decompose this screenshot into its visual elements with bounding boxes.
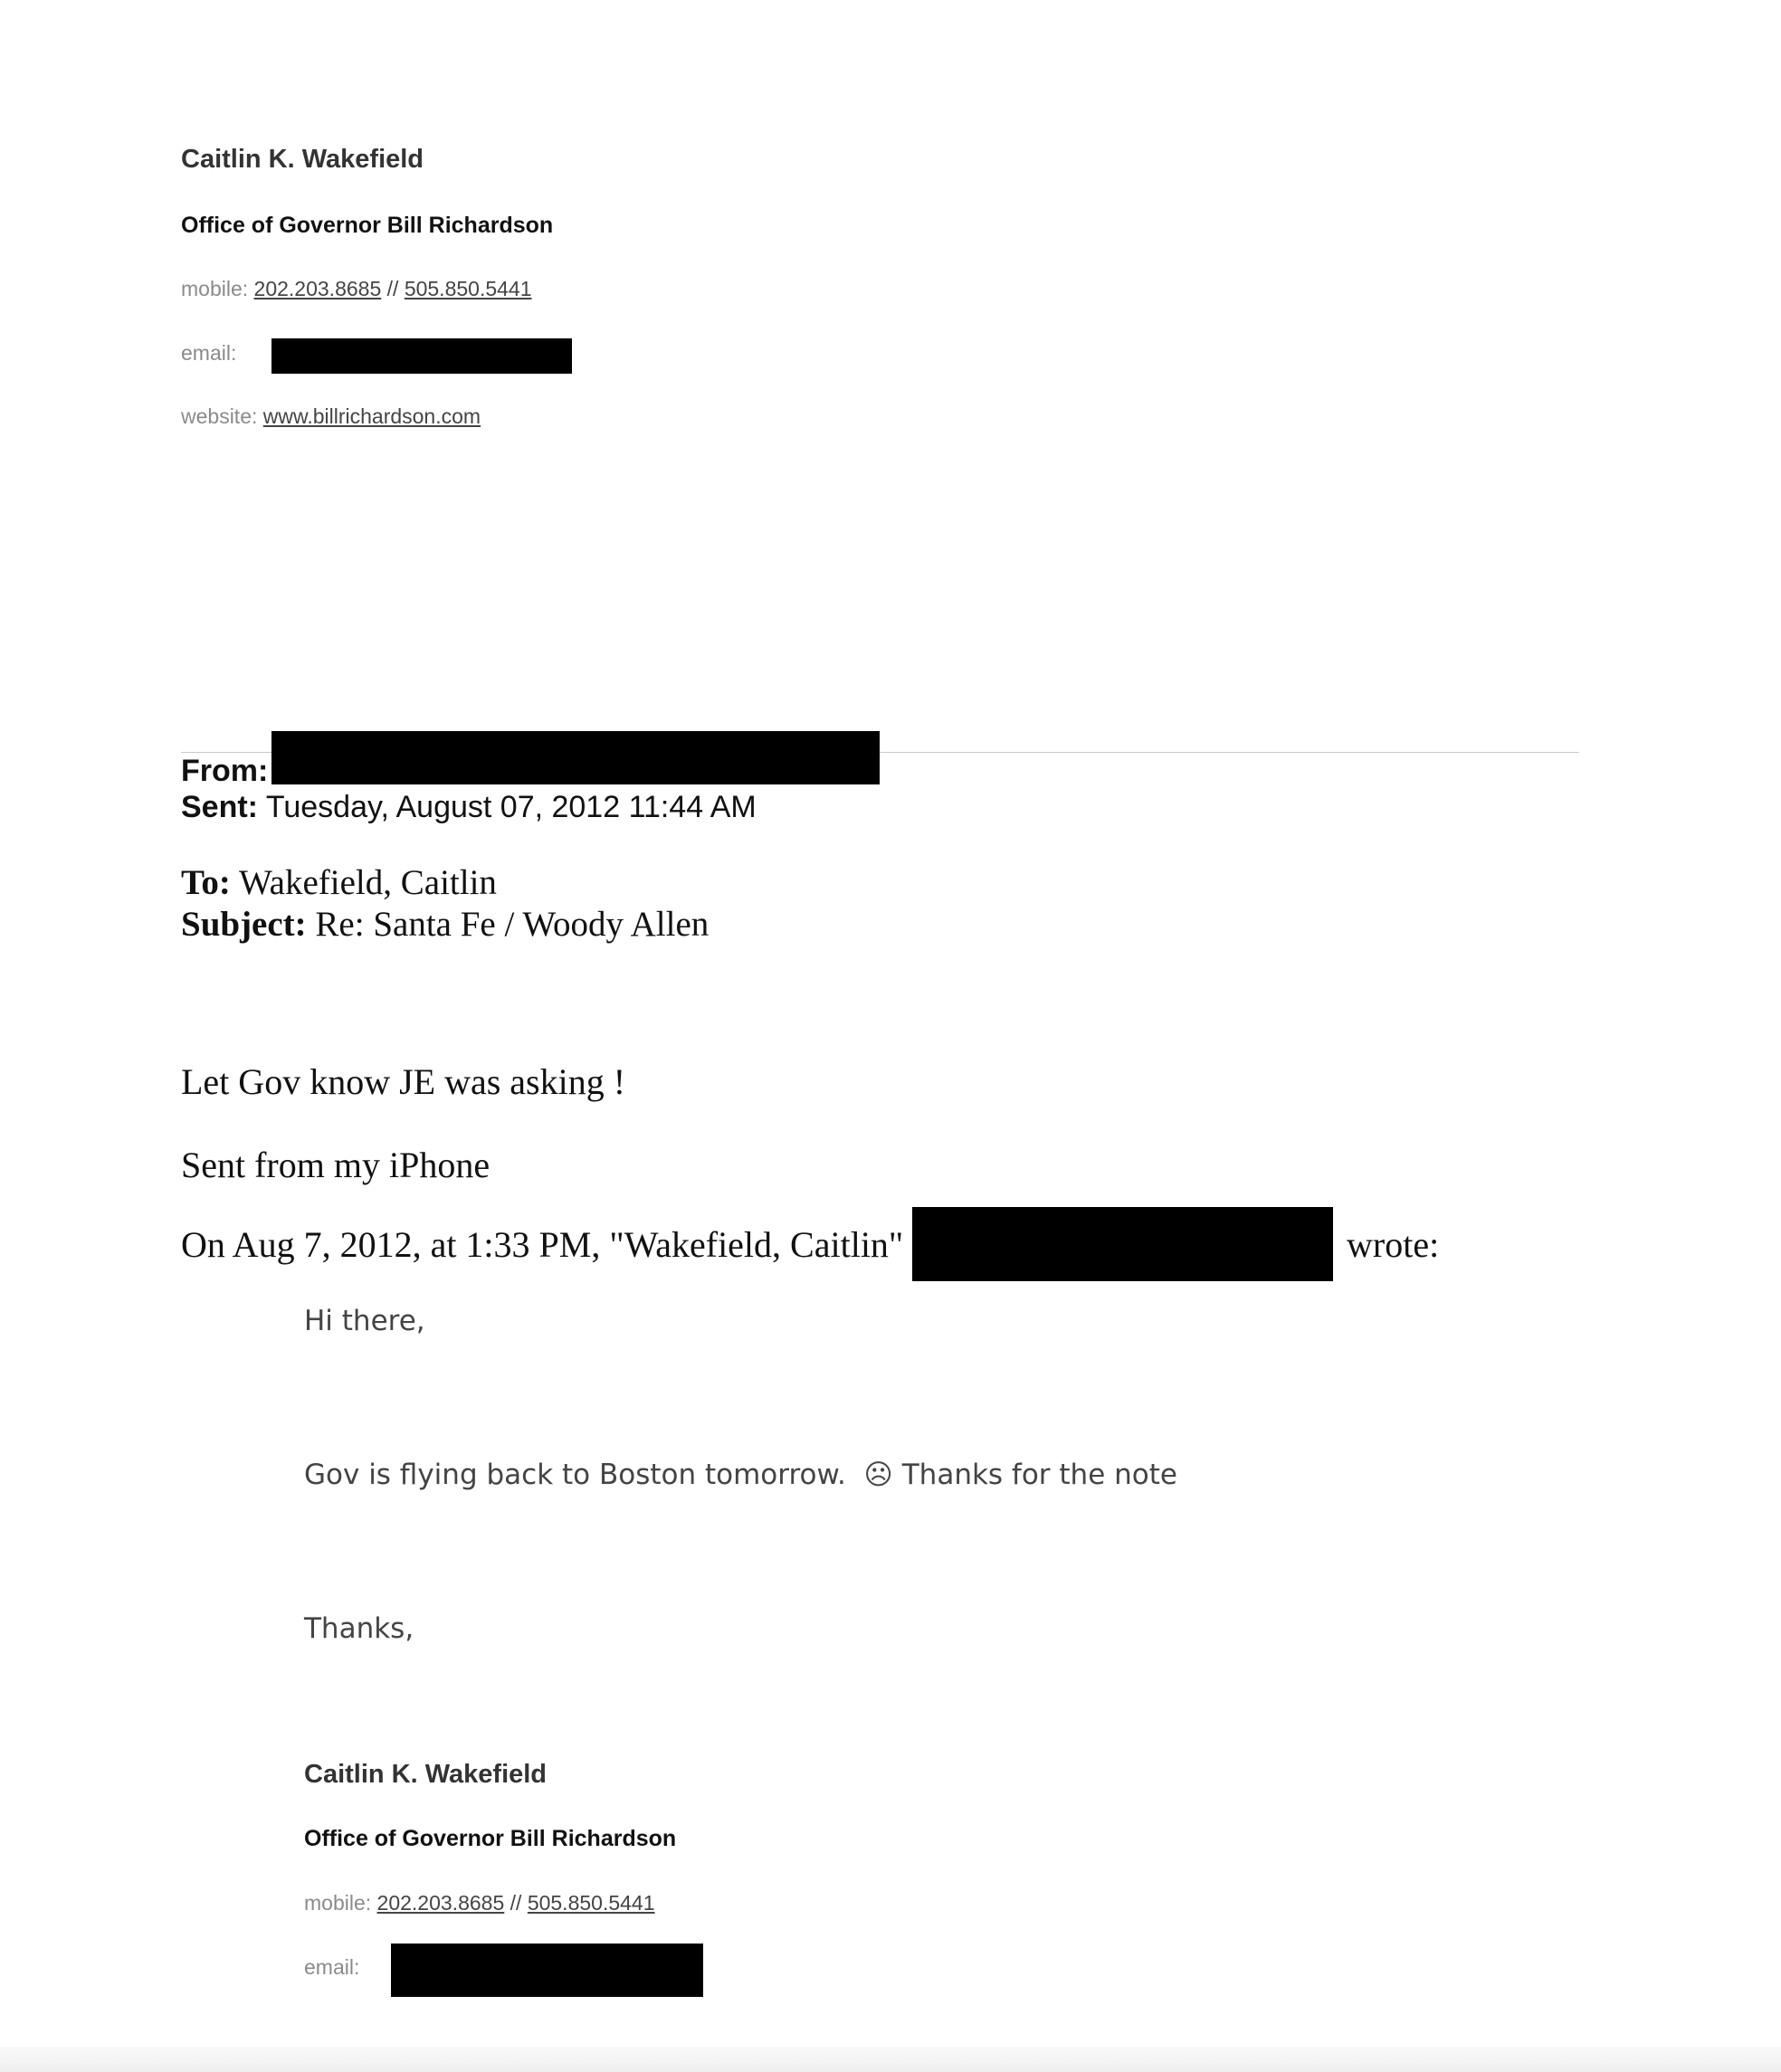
website-link[interactable]: www.billrichardson.com xyxy=(262,404,481,428)
mobile-link-2[interactable]: 505.850.5441 xyxy=(404,277,532,300)
mobile-separator: // xyxy=(510,1891,522,1915)
signature-office: Office of Governor Bill Richardson xyxy=(181,213,554,238)
quoted-greeting: Hi there, xyxy=(304,1305,425,1337)
signature-mobile-line xyxy=(181,277,532,301)
mobile-link-1[interactable]: 202.203.8685 xyxy=(376,1891,505,1915)
subject-label: Subject: xyxy=(181,905,307,944)
sent-value: Tuesday, August 07, 2012 11:44 AM xyxy=(265,790,757,824)
redaction-box xyxy=(271,338,572,374)
from-line xyxy=(181,754,268,789)
subject-line xyxy=(181,904,709,945)
quoted-text: Gov is flying back to Boston tomorrow. ☹ Thanks for the note xyxy=(304,1459,1177,1491)
sent-line xyxy=(181,790,757,825)
signature-email-label: email: xyxy=(181,341,237,365)
from-label: From: xyxy=(181,754,269,788)
quote-wrote: wrote: xyxy=(1347,1224,1440,1265)
mobile-separator: // xyxy=(386,277,399,300)
page-bottom-edge xyxy=(0,2047,1781,2072)
quoted-signature-mobile-line xyxy=(304,1891,655,1915)
quoted-signature-office: Office of Governor Bill Richardson xyxy=(304,1826,677,1851)
quote-intro: On Aug 7, 2012, at 1:33 PM, "Wakefield, Caitlin" xyxy=(181,1224,904,1265)
to-value: Wakefield, Caitlin xyxy=(238,863,497,902)
sent-from-line: Sent from my iPhone xyxy=(181,1145,490,1185)
redaction-box xyxy=(271,731,880,784)
quoted-signature-email-label: email: xyxy=(304,1955,360,1979)
website-label: website: xyxy=(181,404,258,428)
message-body: Let Gov know JE was asking ! xyxy=(181,1061,626,1102)
redaction-box xyxy=(912,1207,1333,1281)
mobile-link-1[interactable]: 202.203.8685 xyxy=(253,277,382,300)
to-label: To: xyxy=(181,863,231,902)
sent-label: Sent: xyxy=(181,790,258,824)
to-line xyxy=(181,862,497,903)
mobile-label: mobile: xyxy=(181,277,249,300)
mobile-label: mobile: xyxy=(304,1891,372,1915)
quoted-closing: Thanks, xyxy=(304,1612,414,1645)
mobile-link-2[interactable]: 505.850.5441 xyxy=(527,1891,655,1915)
redaction-box xyxy=(391,1944,703,1997)
quoted-signature-name: Caitlin K. Wakefield xyxy=(304,1760,548,1789)
subject-value: Re: Santa Fe / Woody Allen xyxy=(315,905,710,944)
signature-website-line xyxy=(181,404,481,429)
signature-name: Caitlin K. Wakefield xyxy=(181,145,424,174)
